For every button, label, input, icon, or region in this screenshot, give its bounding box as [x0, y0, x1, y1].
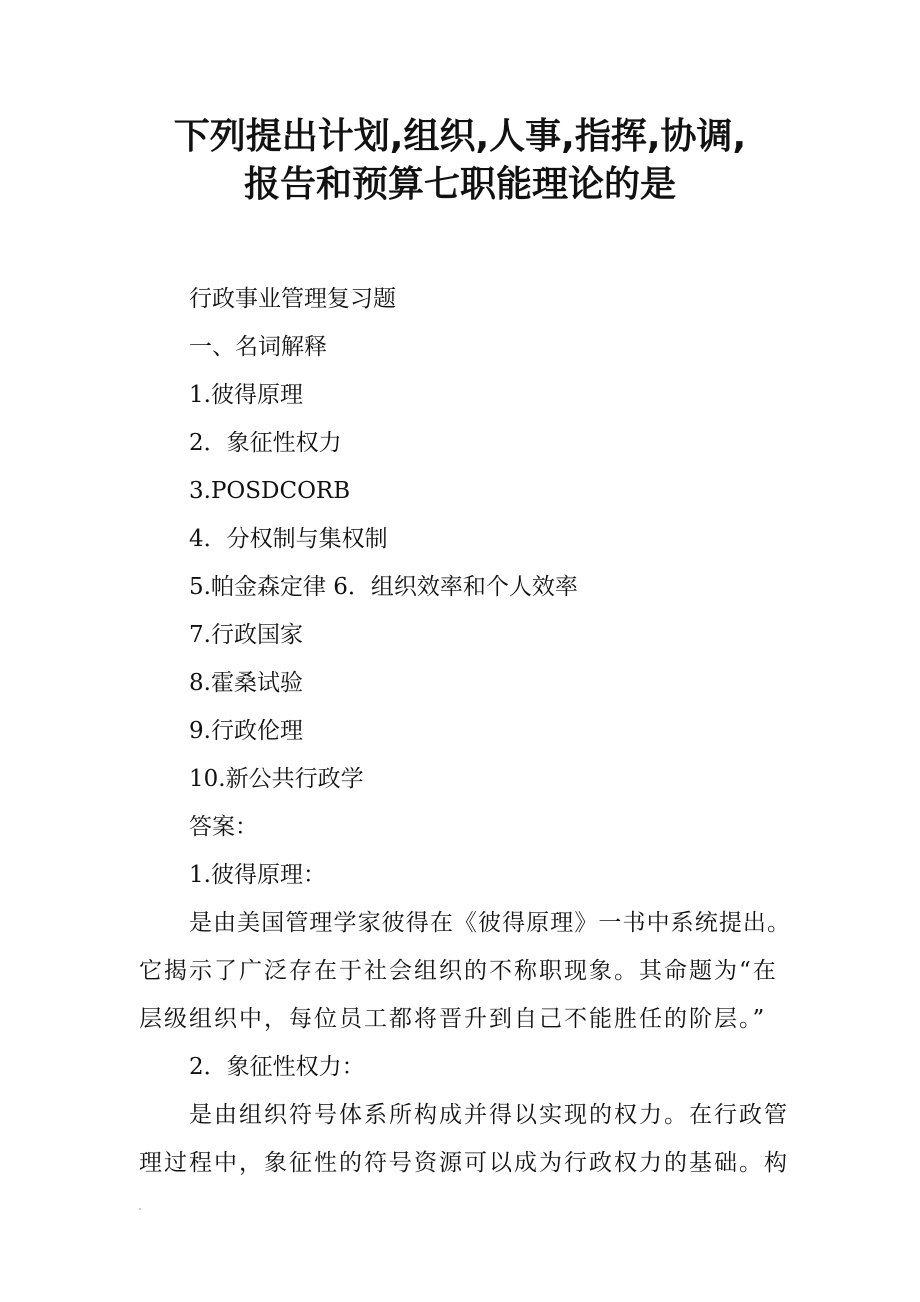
answer-paragraph-line: 是由美国管理学家彼得在《彼得原理》一书中系统提出。: [189, 910, 792, 936]
term-item: 10.新公共行政学: [189, 766, 364, 792]
answer-term-heading: 1.彼得原理：: [189, 862, 326, 888]
answer-paragraph-line: 理过程中，象征性的符号资源可以成为行政权力的基础。构: [139, 1150, 789, 1176]
term-item: 4．分权制与集权制: [189, 526, 388, 552]
section-heading: 行政事业管理复习题: [189, 286, 396, 312]
term-item: 1.彼得原理: [189, 382, 303, 408]
answer-paragraph-line: 层级组织中，每位员工都将晋升到自己不能胜任的阶层。”: [139, 1006, 767, 1032]
answer-paragraph-line: 它揭示了广泛存在于社会组织的不称职现象。其命题为“在: [139, 958, 778, 984]
answers-heading: 答案：: [189, 814, 258, 840]
answer-paragraph-line: 是由组织符号体系所构成并得以实现的权力。在行政管: [189, 1102, 789, 1128]
document-title-line-1: 下列提出计划,组织,人事,指挥,协调,: [173, 116, 747, 157]
answer-term-heading: 2．象征性权力：: [189, 1054, 365, 1080]
term-item: 8.霍桑试验: [189, 670, 303, 696]
scan-artifact-dot: [139, 1208, 141, 1210]
term-item: 5.帕金森定律 6．组织效率和个人效率: [189, 574, 578, 600]
term-item: 9.行政伦理: [189, 718, 303, 744]
subsection-heading: 一、名词解释: [189, 334, 327, 360]
term-item: 3.POSDCORB: [189, 478, 351, 504]
term-item: 7.行政国家: [189, 622, 303, 648]
document-title-line-2: 报告和预算七职能理论的是: [243, 164, 676, 205]
term-item: 2．象征性权力: [189, 430, 342, 456]
